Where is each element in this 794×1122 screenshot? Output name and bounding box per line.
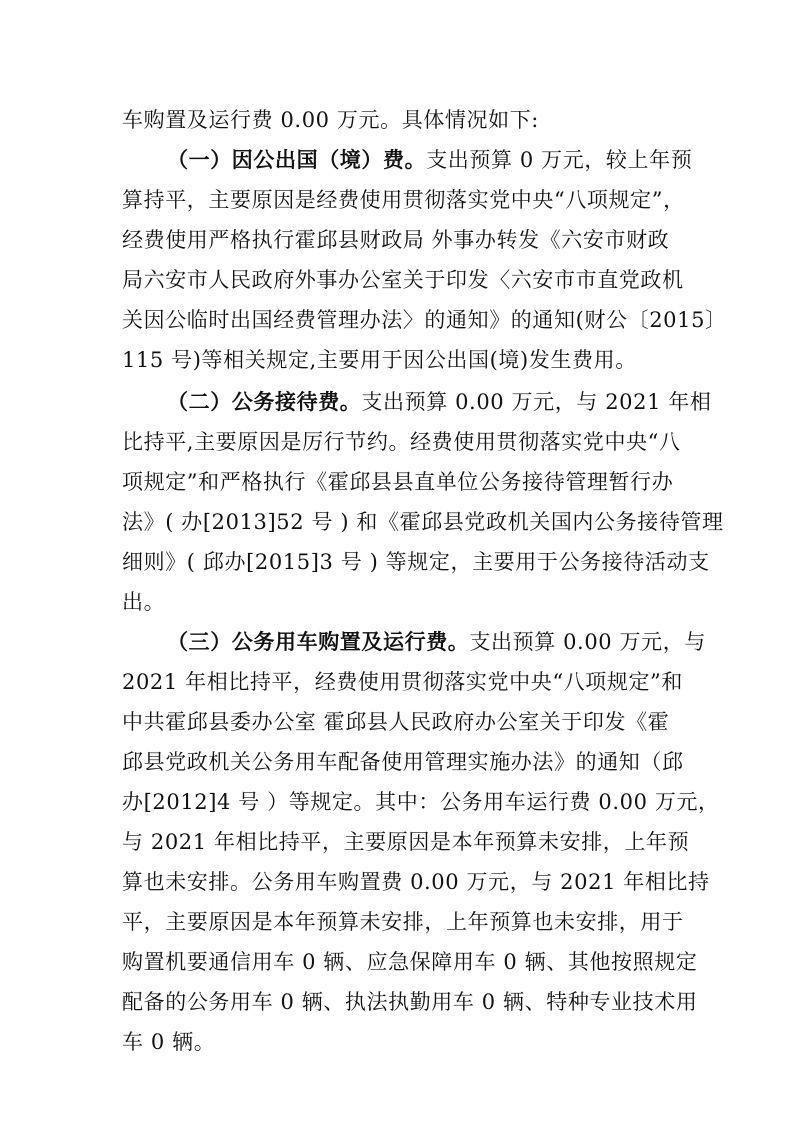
body-line: 办[2012]4 号 ）等规定。其中：公务用车运行费 0.00 万元， (122, 790, 720, 814)
section-line (167, 388, 712, 416)
body-line: 车 0 辆。 (122, 1030, 216, 1054)
body-line: 比持平,主要原因是厉行节约。经费使用贯彻落实党中央“八 (122, 430, 681, 454)
body-line: 算也未安排。公务用车购置费 0.00 万元，与 2021 年相比持 (122, 870, 710, 894)
body-line: 车购置及运行费 0.00 万元。具体情况如下: (122, 108, 539, 132)
body-line: 与 2021 年相比持平，主要原因是本年预算未安排，上年预 (122, 830, 690, 854)
body-line: 2021 年相比持平，经费使用贯彻落实党中央“八项规定”和 (122, 670, 683, 694)
section-line (167, 628, 706, 656)
body-line: 出。 (122, 590, 166, 614)
body-line: 关因公临时出国经费管理办法〉的通知》的通知(财公〔2015〕 (122, 308, 727, 332)
body-line: 邱县党政机关公务用车配备使用管理实施办法》的通知（邱 (122, 750, 684, 774)
section-heading-2: （二）公务接待费。 (167, 389, 362, 414)
body-line: 平，主要原因是本年预算未安排，上年预算也未安排，用于 (122, 910, 684, 934)
section-text: 支出预算 0 万元，较上年预 (426, 148, 693, 172)
section-heading-1: （一）因公出国（境）费。 (167, 147, 427, 172)
section-heading-3: （三）公务用车购置及运行费。 (167, 629, 470, 654)
body-line: 配备的公务用车 0 辆、执法执勤用车 0 辆、特种专业技术用 (122, 990, 698, 1014)
body-line: 项规定”和严格执行《霍邱县县直单位公务接待管理暂行办 (122, 470, 674, 494)
body-line: 细则》( 邱办[2015]3 号 ) 等规定，主要用于公务接待活动支 (122, 550, 710, 574)
body-line: 购置机要通信用车 0 辆、应急保障用车 0 辆、其他按照规定 (122, 950, 698, 974)
section-line (167, 146, 692, 174)
body-line: 中共霍邱县委办公室 霍邱县人民政府办公室关于印发《霍 (122, 710, 670, 734)
body-line: 局六安市人民政府外事办公室关于印发〈六安市市直党政机 (122, 268, 684, 292)
section-text: 支出预算 0.00 万元，与 (469, 630, 706, 654)
body-line: 算持平，主要原因是经费使用贯彻落实党中央“八项规定”， (122, 188, 685, 212)
body-line: 115 号)等相关规定,主要用于因公出国(境)发生费用。 (122, 348, 637, 372)
body-line: 经费使用严格执行霍邱县财政局 外事办转发《六安市财政 (122, 228, 670, 252)
body-line: 法》( 办[2013]52 号 ) 和《霍邱县党政机关国内公务接待管理 (122, 510, 724, 534)
section-text: 支出预算 0.00 万元，与 2021 年相 (361, 390, 712, 414)
